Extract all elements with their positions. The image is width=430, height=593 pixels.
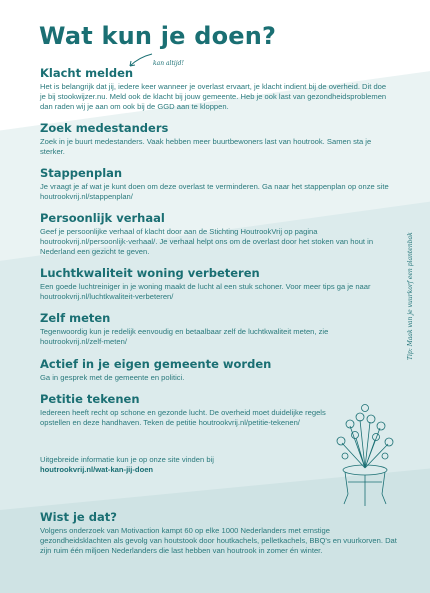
section-text: Volgens onderzoek van Motivaction kampt 60 op elke 1000 Nederlanders met ernstige gezondheidsklachten als gevolg van houtstook door houtkachels, pelletkachels, BBQ's en vuurkorven. Dat zijn ruim één miljoen Nederlanders die last hebben van houtrook in zomer én winter. xyxy=(40,526,397,555)
section-zelf-meten xyxy=(40,311,392,347)
did-you-know-block xyxy=(40,510,400,556)
section-heading: Actief in je eigen gemeente worden xyxy=(40,357,272,371)
section-persoonlijk-verhaal xyxy=(40,211,392,257)
section-text: Iedereen heeft recht op schone en gezonde lucht. De overheid moet duidelijke regels opstellen en deze handhaven. Teken de petitie houtrookvrij.nl/petitie-tekenen/ xyxy=(40,408,326,427)
section-heading: Stappenplan xyxy=(40,166,123,180)
info-text: Uitgebreide informatie kun je op onze site vinden bij xyxy=(40,455,214,464)
section-text: Tegenwoordig kun je redelijk eenvoudig en betaalbaar zelf de luchtkwaliteit meten, zie houtrookvrij.nl/zelf-meten/ xyxy=(40,327,329,346)
info-block xyxy=(40,455,300,475)
section-heading: Persoonlijk verhaal xyxy=(40,211,165,225)
tip-note: Tip: Maak van je vuurkorf een plantenbak xyxy=(407,232,414,360)
section-text: Het is belangrijk dat jij, iedere keer wanneer je overlast ervaart, je klacht indient bij de overheid. Dit doe je bij stookwijzer.nu. Meld ook de klacht bij jouw gemeente. Heb je ook last van gezondheidsproblemen dan raden wij je aan om ook bij de GGD aan te kloppen. xyxy=(40,82,387,111)
section-heading: Petitie tekenen xyxy=(40,392,140,406)
section-heading: Luchtkwaliteit woning verbeteren xyxy=(40,266,260,280)
flower-basket-illustration xyxy=(330,398,400,508)
section-actief-gemeente xyxy=(40,357,392,383)
section-heading: Wist je dat? xyxy=(40,510,117,524)
section-luchtkwaliteit xyxy=(40,266,392,302)
section-petitie-tekenen xyxy=(40,392,330,428)
section-zoek-medestanders xyxy=(40,121,392,157)
section-text: Een goede luchtreiniger in je woning maakt de lucht al een stuk schoner. Voor meer tips ga je naar houtrookvrij.nl/luchtkwaliteit-verbeteren/ xyxy=(40,282,371,301)
section-text: Zoek in je buurt medestanders. Vaak hebben meer buurtbewoners last van houtrook. Samen sta je sterker. xyxy=(40,137,372,156)
section-text: Je vraagt je af wat je kunt doen om deze overlast te verminderen. Ga naar het stappenplan op onze site houtrookvrij.nl/stappenplan/ xyxy=(40,182,389,201)
section-heading: Klacht melden xyxy=(40,66,134,80)
info-link[interactable]: houtrookvrij.nl/wat-kan-jij-doen xyxy=(40,465,154,474)
section-text: Ga in gesprek met de gemeente en politici. xyxy=(40,373,185,382)
section-klacht-melden xyxy=(40,66,392,112)
page-title: Wat kun je doen? xyxy=(39,22,277,50)
section-heading: Zelf meten xyxy=(40,311,111,325)
section-text: Geef je persoonlijke verhaal of klacht door aan de Stichting HoutrookVrij op pagina houtrookvrij.nl/persoonlijk-verhaal/. Je verhaal helpt ons om de overlast door het stoken van hout in Nederland een gezicht te geven. xyxy=(40,227,374,256)
handwritten-note: kan altijd! xyxy=(153,60,184,67)
section-heading: Zoek medestanders xyxy=(40,121,169,135)
section-stappenplan xyxy=(40,166,392,202)
